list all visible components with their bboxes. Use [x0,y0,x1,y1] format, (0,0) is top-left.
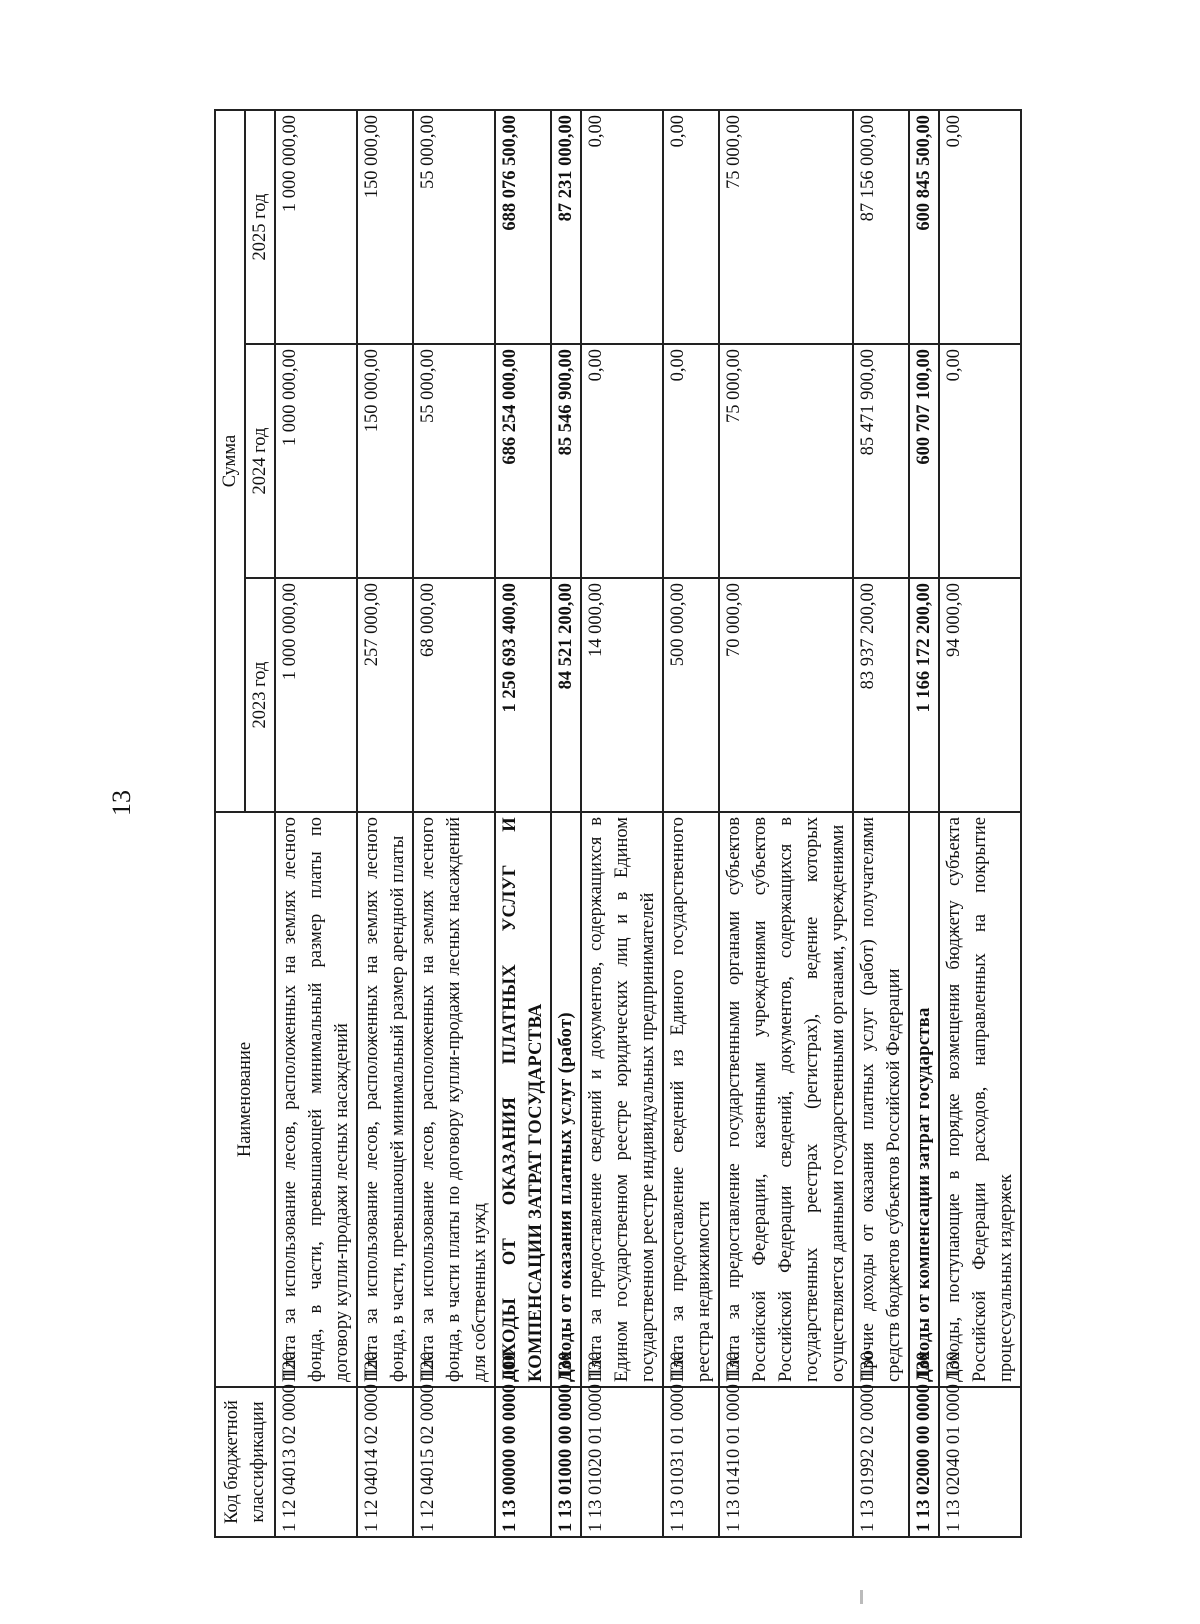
table-row [275,110,357,1537]
table-row-subtotal [551,110,581,1537]
row-value-2023: 1 166 172 200,00 [909,578,939,812]
row-value-2023: 84 521 200,00 [551,578,581,812]
table-row [719,110,853,1537]
row-value-2023: 500 000,00 [663,578,719,812]
header-year-2025: 2025 год [245,110,275,344]
row-value-2024: 0,00 [581,344,663,578]
row-value-2025: 0,00 [663,110,719,344]
row-name: Плата за предоставление государственными органами субъектов Российской Федерации, казенными учреждениями субъектов Российской Федерации сведений, документов, содержащихся в государственных реестрах (регистрах), ведение которых осуществляется данными государственными органами, учреждениями [719,812,853,1387]
table-row [581,110,663,1537]
row-value-2023: 14 000,00 [581,578,663,812]
budget-table [214,109,1022,1538]
row-name: Плата за использование лесов, расположенных на землях лесного фонда, в части, превышающей минимальный размер платы по договору купли-продажи лесных насаждений [275,812,357,1387]
row-value-2025: 55 000,00 [413,110,495,344]
table-row [663,110,719,1537]
row-name: Прочие доходы от оказания платных услуг (работ) получателями средств бюджетов субъектов Российской Федерации [853,812,909,1387]
table-row [413,110,495,1537]
row-value-2025: 0,00 [939,110,1021,344]
header-name: Наименование [215,812,275,1387]
table-row [357,110,413,1537]
row-value-2024: 85 546 900,00 [551,344,581,578]
row-value-2025: 87 156 000,00 [853,110,909,344]
row-value-2023: 83 937 200,00 [853,578,909,812]
row-name: Плата за использование лесов, расположенных на землях лесного фонда, в части, превышающей минимальный размер арендной платы [357,812,413,1387]
row-value-2023: 70 000,00 [719,578,853,812]
row-value-2025: 600 845 500,00 [909,110,939,344]
row-code: 1 12 04014 02 0000 120 [357,1387,413,1537]
row-value-2023: 1 250 693 400,00 [495,578,551,812]
row-value-2025: 87 231 000,00 [551,110,581,344]
row-code: 1 12 04015 02 0000 120 [413,1387,495,1537]
row-value-2025: 688 076 500,00 [495,110,551,344]
row-value-2024: 150 000,00 [357,344,413,578]
row-name: Плата за предоставление сведений и документов, содержащихся в Едином государственном реестре юридических лиц и в Едином государственном реестре индивидуальных предпринимателей [581,812,663,1387]
row-code: 1 13 00000 00 0000 000 [495,1387,551,1537]
row-value-2023: 94 000,00 [939,578,1021,812]
header-year-2023: 2023 год [245,578,275,812]
row-value-2024: 0,00 [663,344,719,578]
header-sum: Сумма [215,110,245,812]
row-value-2025: 150 000,00 [357,110,413,344]
row-value-2024: 600 707 100,00 [909,344,939,578]
row-value-2024: 0,00 [939,344,1021,578]
row-value-2023: 68 000,00 [413,578,495,812]
table-row [853,110,909,1537]
row-code: 1 13 01992 02 0000 130 [853,1387,909,1537]
row-name: Доходы от оказания платных услуг (работ) [551,812,581,1387]
rotated-table-container [214,110,1114,1538]
row-name: Доходы, поступающие в порядке возмещения бюджету субъекта Российской Федерации расходов, направленных на покрытие процессуальных издержек [939,812,1021,1387]
header-year-2024: 2024 год [245,344,275,578]
row-value-2023: 257 000,00 [357,578,413,812]
row-code: 1 13 01031 01 0000 130 [663,1387,719,1537]
table-row [939,110,1021,1537]
row-value-2025: 1 000 000,00 [275,110,357,344]
row-code: 1 12 04013 02 0000 120 [275,1387,357,1537]
row-value-2024: 55 000,00 [413,344,495,578]
row-code: 1 13 02040 01 0000 130 [939,1387,1021,1537]
row-value-2024: 75 000,00 [719,344,853,578]
page-number: 13 [107,790,136,816]
row-value-2024: 686 254 000,00 [495,344,551,578]
row-name: Плата за предоставление сведений из Единого государственного реестра недвижимости [663,812,719,1387]
row-code: 1 13 01000 00 0000 130 [551,1387,581,1537]
row-name: Доходы от компенсации затрат государства [909,812,939,1387]
header-code: Код бюджетной классификации [215,1387,275,1537]
row-value-2025: 75 000,00 [719,110,853,344]
row-value-2025: 0,00 [581,110,663,344]
table-row-subtotal [909,110,939,1537]
row-code: 1 13 01020 01 0000 130 [581,1387,663,1537]
row-value-2024: 85 471 900,00 [853,344,909,578]
row-name: Плата за использование лесов, расположенных на землях лесного фонда, в части платы по договору купли-продажи лесных насаждений для собственных нужд [413,812,495,1387]
row-name: ДОХОДЫ ОТ ОКАЗАНИЯ ПЛАТНЫХ УСЛУГ И КОМПЕНСАЦИИ ЗАТРАТ ГОСУДАРСТВА [495,812,551,1387]
scan-artifact [860,1590,863,1604]
row-value-2023: 1 000 000,00 [275,578,357,812]
table-row-total [495,110,551,1537]
row-value-2024: 1 000 000,00 [275,344,357,578]
row-code: 1 13 01410 01 0000 130 [719,1387,853,1537]
row-code: 1 13 02000 00 0000 130 [909,1387,939,1537]
